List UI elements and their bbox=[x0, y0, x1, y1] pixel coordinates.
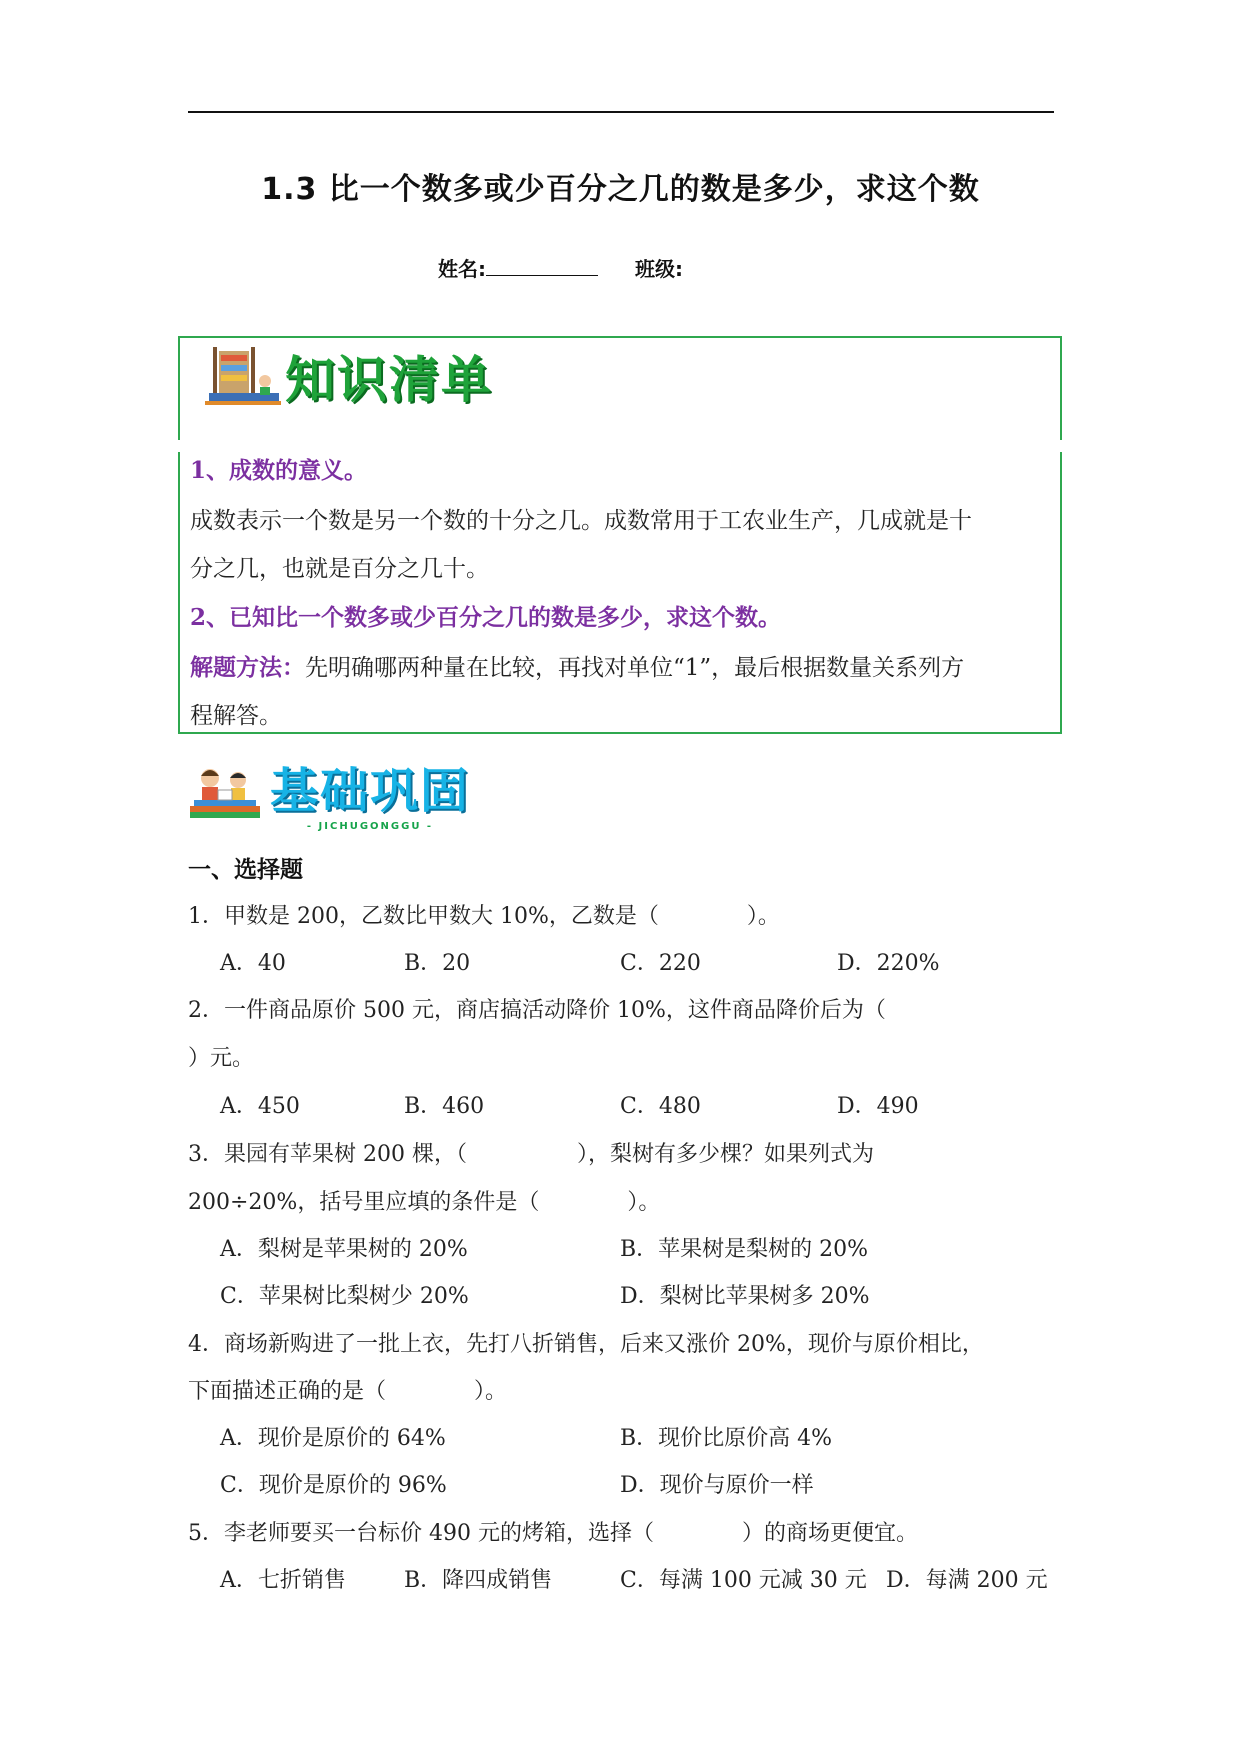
box-bar bbox=[178, 496, 180, 586]
name-blank bbox=[486, 257, 598, 276]
question-4-line-2: 下面描述正确的是（ ）。 bbox=[188, 1379, 508, 1404]
q5-option-d: D．每满 200 元 bbox=[886, 1568, 1048, 1593]
q2-option-d: D．490 bbox=[837, 1094, 919, 1119]
books-ladder-icon bbox=[205, 343, 281, 409]
q4-option-b: B．现价比原价高 4% bbox=[620, 1426, 833, 1451]
method-line-2: 程解答。 bbox=[190, 703, 282, 729]
knowledge-banner bbox=[205, 340, 493, 412]
knowledge-banner-title: 知识清单 bbox=[285, 351, 493, 409]
section-heading: 一、选择题 bbox=[188, 857, 303, 883]
question-2-line-2: ）元。 bbox=[188, 1046, 255, 1071]
box-bar bbox=[178, 598, 180, 634]
question-4-line-1: 4．商场新购进了一批上衣，先打八折销售，后来又涨价 20%，现价与原价相比， bbox=[188, 1332, 984, 1357]
q1-option-b: B．20 bbox=[404, 951, 471, 976]
class-label: 班级: bbox=[634, 257, 683, 281]
q1-option-a: A．40 bbox=[220, 951, 286, 976]
q2-option-a: A．450 bbox=[220, 1094, 300, 1119]
q5-option-b: B．降四成销售 bbox=[404, 1568, 553, 1593]
question-2-line-1: 2．一件商品原价 500 元，商店搞活动降价 10%，这件商品降价后为（ bbox=[188, 998, 886, 1023]
question-1: 1．甲数是 200，乙数比甲数大 10%，乙数是（ ）。 bbox=[188, 904, 780, 929]
q3-option-a: A．梨树是苹果树的 20% bbox=[220, 1237, 468, 1262]
basic-banner bbox=[188, 752, 470, 832]
q5-option-a: A．七折销售 bbox=[220, 1568, 346, 1593]
question-5: 5．李老师要买一台标价 490 元的烤箱，选择（ ）的商场更便宜。 bbox=[188, 1521, 918, 1546]
page-title: 1.3 比一个数多或少百分之几的数是多少，求这个数 bbox=[261, 172, 980, 207]
method-text: 先明确哪两种量在比较，再找对单位“1”，最后根据数量关系列方 bbox=[305, 655, 965, 681]
q3-option-d: D．梨树比苹果树多 20% bbox=[620, 1284, 870, 1309]
method-line-1 bbox=[190, 644, 964, 692]
q1-option-c: C．220 bbox=[620, 951, 701, 976]
q5-option-c: C．每满 100 元减 30 元 bbox=[620, 1568, 867, 1593]
kids-reading-icon bbox=[188, 762, 264, 822]
knowledge-heading-2: 2、已知比一个数多或少百分之几的数是多少，求这个数。 bbox=[190, 604, 782, 631]
q3-option-b: B．苹果树是梨树的 20% bbox=[620, 1237, 869, 1262]
question-3-line-1: 3．果园有苹果树 200 棵，（ ），梨树有多少棵？如果列式为 bbox=[188, 1142, 874, 1167]
question-3-line-2: 200÷20%，括号里应填的条件是（ ）。 bbox=[188, 1190, 661, 1215]
q4-option-d: D．现价与原价一样 bbox=[620, 1473, 814, 1498]
q2-option-c: C．480 bbox=[620, 1094, 701, 1119]
knowledge-paragraph-1-line-1: 成数表示一个数是另一个数的十分之几。成数常用于工农业生产，几成就是十 bbox=[190, 508, 972, 534]
q4-option-a: A．现价是原价的 64% bbox=[220, 1426, 446, 1451]
header-rule bbox=[188, 111, 1054, 113]
method-label: 解题方法： bbox=[190, 654, 305, 681]
knowledge-heading-1: 1、成数的意义。 bbox=[190, 457, 368, 484]
knowledge-paragraph-1-line-2: 分之几，也就是百分之几十。 bbox=[190, 556, 489, 582]
basic-banner-subtitle: - JICHUGONGGU - bbox=[306, 821, 434, 832]
basic-banner-text bbox=[270, 752, 470, 832]
name-label: 姓名: bbox=[438, 257, 486, 281]
box-bar bbox=[178, 452, 180, 488]
box-bar bbox=[1060, 598, 1062, 634]
box-bar bbox=[1060, 452, 1062, 488]
student-info bbox=[438, 253, 683, 282]
q4-option-c: C．现价是原价的 96% bbox=[220, 1473, 447, 1498]
q2-option-b: B．460 bbox=[404, 1094, 485, 1119]
q1-option-d: D．220% bbox=[837, 951, 940, 976]
basic-banner-title: 基础巩固 bbox=[270, 763, 471, 819]
box-bar bbox=[1060, 496, 1062, 586]
q3-option-c: C．苹果树比梨树少 20% bbox=[220, 1284, 469, 1309]
